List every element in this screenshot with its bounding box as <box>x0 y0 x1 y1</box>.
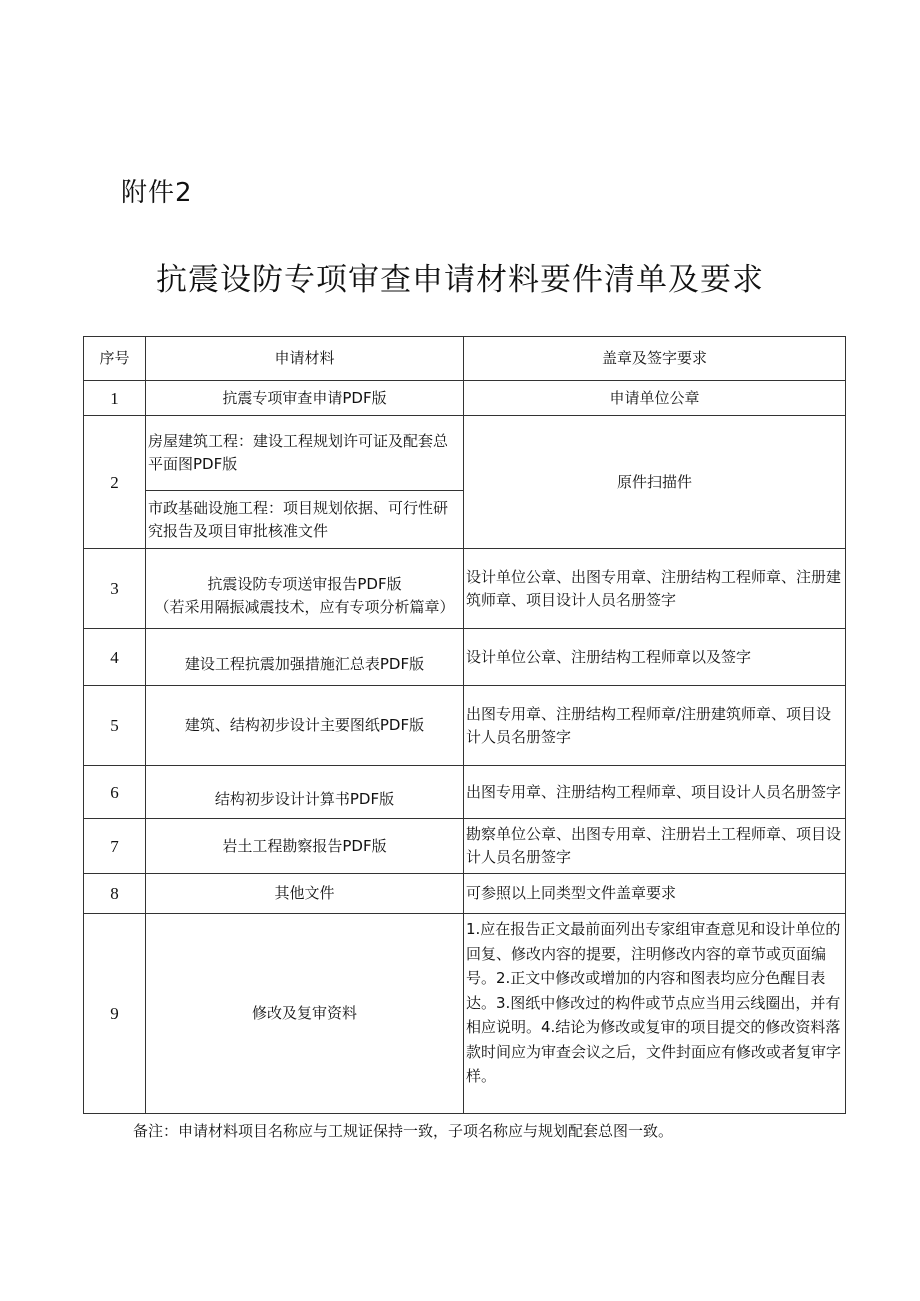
row-material-building: 房屋建筑工程：建设工程规划许可证及配套总平面图PDF版 <box>146 416 464 491</box>
row-no: 3 <box>84 549 146 629</box>
row-requirement: 设计单位公章、出图专用章、注册结构工程师章、注册建筑师章、项目设计人员名册签字 <box>464 549 846 629</box>
row-no: 2 <box>84 416 146 549</box>
row-material: 岩土工程勘察报告PDF版 <box>146 819 464 874</box>
table-row <box>84 874 846 914</box>
table-row <box>84 549 846 629</box>
row-material <box>146 549 464 629</box>
header-requirement: 盖章及签字要求 <box>464 337 846 381</box>
row-no: 7 <box>84 819 146 874</box>
row-requirement: 原件扫描件 <box>464 416 846 549</box>
table-row <box>84 416 846 491</box>
row-material-municipal: 市政基础设施工程：项目规划依据、可行性研究报告及项目审批核准文件 <box>146 491 464 549</box>
header-material: 申请材料 <box>146 337 464 381</box>
row-material: 抗震专项审查申请PDF版 <box>146 381 464 416</box>
table-row <box>84 766 846 819</box>
row-material: 其他文件 <box>146 874 464 914</box>
table-row <box>84 381 846 416</box>
row-no: 1 <box>84 381 146 416</box>
header-no: 序号 <box>84 337 146 381</box>
table-row <box>84 819 846 874</box>
row-material: 修改及复审资料 <box>146 914 464 1114</box>
table-row <box>84 629 846 686</box>
requirements-table <box>83 336 846 1114</box>
remark-note: 备注：申请材料项目名称应与工规证保持一致，子项名称应与规划配套总图一致。 <box>133 1122 674 1140</box>
row-requirement: 出图专用章、注册结构工程师章、项目设计人员名册签字 <box>464 766 846 819</box>
row-requirement: 可参照以上同类型文件盖章要求 <box>464 874 846 914</box>
row-requirement: 勘察单位公章、出图专用章、注册岩土工程师章、项目设计人员名册签字 <box>464 819 846 874</box>
row-material-main: 抗震设防专项送审报告PDF版 <box>207 574 402 593</box>
row-material: 建设工程抗震加强措施汇总表PDF版 <box>146 629 464 686</box>
row-material: 结构初步设计计算书PDF版 <box>146 766 464 819</box>
attachment-label: 附件2 <box>121 178 193 208</box>
row-no: 8 <box>84 874 146 914</box>
row-material-note: （若采用隔振减震技术，应有专项分析篇章） <box>154 597 455 616</box>
row-requirement: 1.应在报告正文最前面列出专家组审查意见和设计单位的回复、修改内容的提要，注明修改内容的章节或页面编号。2.正文中修改或增加的内容和图表均应分色醒目表达。3.图纸中修改过的构件或节点应当用云线圈出，并有相应说明。4.结论为修改或复审的项目提交的修改资料落款时间应为审查会议之后，文件封面应有修改或者复审字样。 <box>464 914 846 1114</box>
table-row <box>84 686 846 766</box>
row-material: 建筑、结构初步设计主要图纸PDF版 <box>146 686 464 766</box>
table-header-row <box>84 337 846 381</box>
row-no: 5 <box>84 686 146 766</box>
row-requirement: 申请单位公章 <box>464 381 846 416</box>
document-title: 抗震设防专项审查申请材料要件清单及要求 <box>156 262 764 298</box>
row-no: 6 <box>84 766 146 819</box>
table-row <box>84 914 846 1114</box>
row-requirement: 设计单位公章、注册结构工程师章以及签字 <box>464 629 846 686</box>
row-no: 4 <box>84 629 146 686</box>
row-requirement: 出图专用章、注册结构工程师章/注册建筑师章、项目设计人员名册签字 <box>464 686 846 766</box>
row-no: 9 <box>84 914 146 1114</box>
